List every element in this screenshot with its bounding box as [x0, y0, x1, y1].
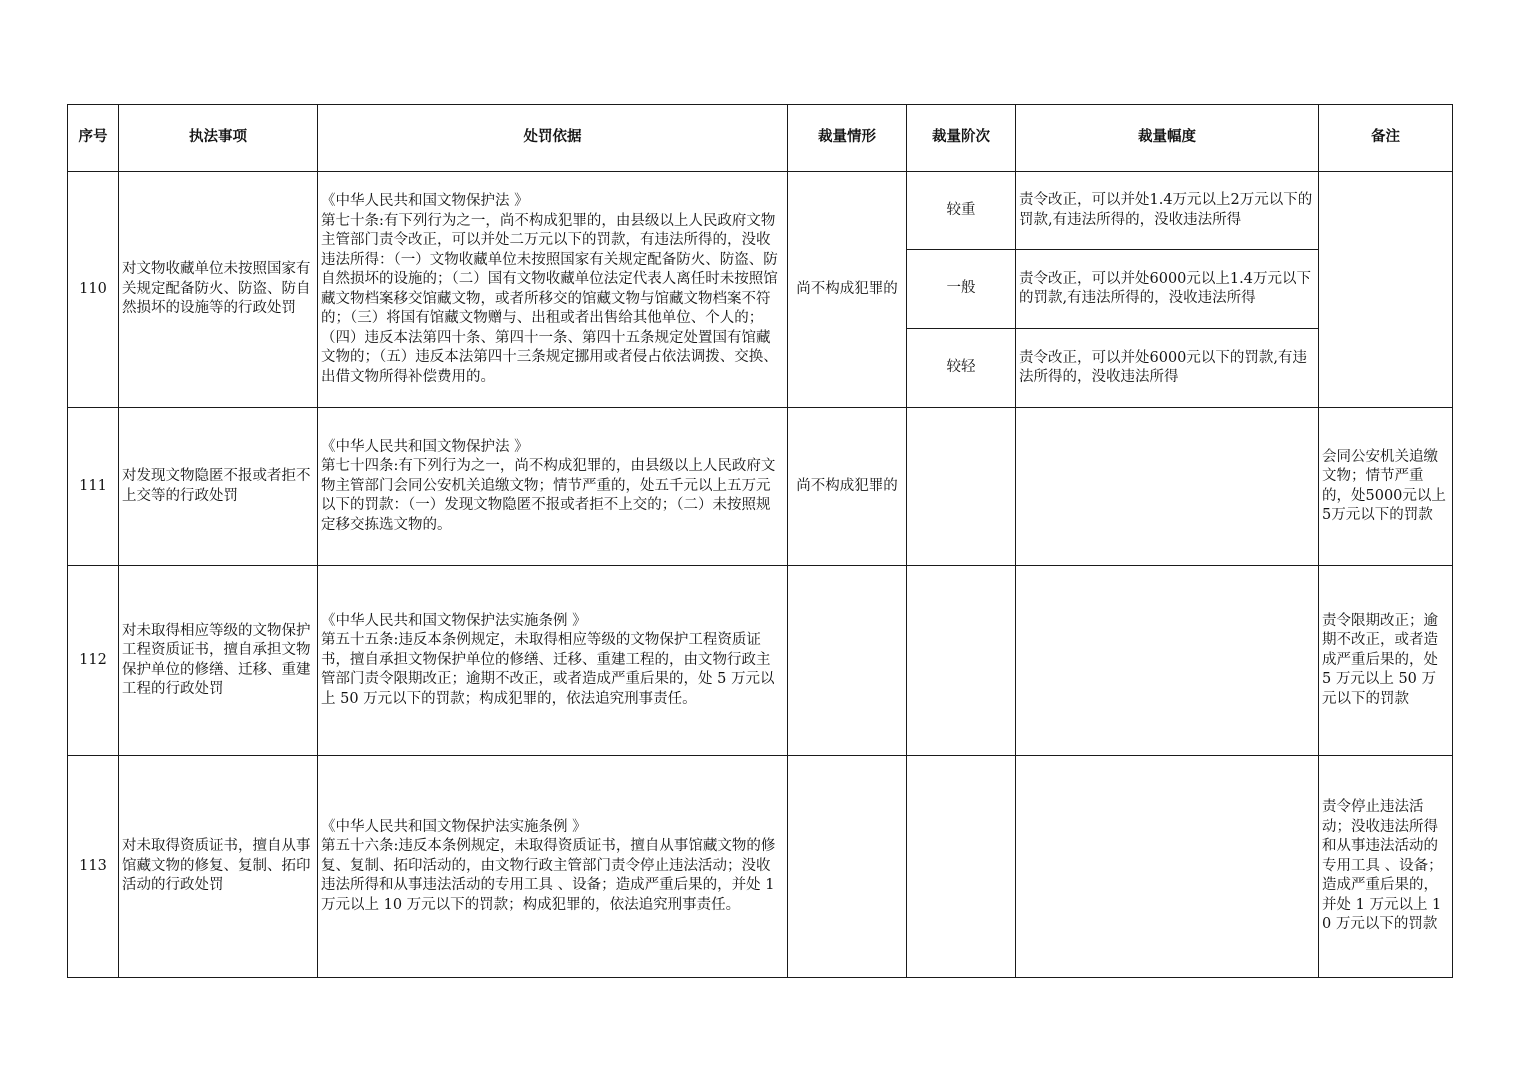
cell-range: 责令改正，可以并处6000元以下的罚款,有违法所得的，没收违法所得 — [1016, 329, 1319, 408]
cell-level — [907, 566, 1016, 756]
cell-range — [1016, 756, 1319, 978]
cell-remark: 责令停止违法活动；没收违法所得和从事违法活动的专用工具 、设备；造成严重后果的，并处 1 万元以上 10 万元以下的罚款 — [1319, 756, 1453, 978]
header-level: 裁量阶次 — [907, 105, 1016, 172]
cell-basis — [318, 566, 788, 756]
basis-text: 第七十四条:有下列行为之一，尚不构成犯罪的，由县级以上人民政府文物主管部门会同公安机关追缴文物；情节严重的，处五千元以上五万元以下的罚款：（一）发现文物隐匿不报或者拒不上交的；（二）未按照规定移交拣选文物的。 — [321, 458, 776, 533]
basis-title: 《中华人民共和国文物保护法 》 — [321, 193, 529, 209]
cell-range — [1016, 566, 1319, 756]
cell-situation: 尚不构成犯罪的 — [788, 408, 907, 566]
basis-text: 第五十五条:违反本条例规定，未取得相应等级的文物保护工程资质证书，擅自承担文物保护单位的修缮、迁移、重建工程的，由文物行政主管部门责令限期改正；逾期不改正，或者造成严重后果的，处 5 万元以上 50 万元以下的罚款；构成犯罪的，依法追究刑事责任。 — [321, 632, 775, 707]
cell-seq: 113 — [68, 756, 119, 978]
header-basis: 处罚依据 — [318, 105, 788, 172]
cell-basis — [318, 172, 788, 408]
cell-item: 对未取得相应等级的文物保护工程资质证书，擅自承担文物保护单位的修缮、迁移、重建工程的行政处罚 — [119, 566, 318, 756]
cell-situation: 尚不构成犯罪的 — [788, 172, 907, 408]
cell-seq: 112 — [68, 566, 119, 756]
cell-situation — [788, 566, 907, 756]
cell-situation — [788, 756, 907, 978]
cell-basis — [318, 756, 788, 978]
basis-title: 《中华人民共和国文物保护法实施条例 》 — [321, 818, 587, 835]
cell-level: 一般 — [907, 250, 1016, 329]
cell-item: 对文物收藏单位未按照国家有关规定配备防火、防盗、防自然损坏的设施等的行政处罚 — [119, 172, 318, 408]
cell-range: 责令改正，可以并处6000元以上1.4万元以下的罚款,有违法所得的，没收违法所得 — [1016, 250, 1319, 329]
table-row — [68, 566, 1453, 756]
header-situation: 裁量情形 — [788, 105, 907, 172]
basis-text: 第七十条:有下列行为之一，尚不构成犯罪的，由县级以上人民政府文物主管部门责令改正，可以并处二万元以下的罚款，有违法所得的，没收违法所得：（一）文物收藏单位未按照国家有关规定配备防火、防盗、防自然损坏的设施的；（二）国有文物收藏单位法定代表人离任时未按照馆藏文物档案移交馆藏文物，或者所移交的馆藏文物与馆藏文物档案不符的；（三）将国有馆藏文物赠与、出租或者出售给其他单位、个人的；（四）违反本法第四十条、第四十一条、第四十五条规定处置国有馆藏文物的；（五）违反本法第四十三条规定挪用或者侵占依法调拨、交换、出借文物所得补偿费用的。 — [321, 212, 778, 385]
cell-range: 责令改正，可以并处1.4万元以上2万元以下的罚款,有违法所得的，没收违法所得 — [1016, 172, 1319, 250]
cell-remark — [1319, 172, 1453, 408]
cell-basis — [318, 408, 788, 566]
cell-remark: 会同公安机关追缴文物；情节严重的，处5000元以上5万元以下的罚款 — [1319, 408, 1453, 566]
cell-level: 较轻 — [907, 329, 1016, 408]
header-range: 裁量幅度 — [1016, 105, 1319, 172]
cell-level — [907, 408, 1016, 566]
cell-seq: 110 — [68, 172, 119, 408]
penalty-discretion-table — [67, 104, 1453, 978]
header-item: 执法事项 — [119, 105, 318, 172]
cell-item: 对未取得资质证书，擅自从事馆藏文物的修复、复制、拓印活动的行政处罚 — [119, 756, 318, 978]
header-seq: 序号 — [68, 105, 119, 172]
header-row — [68, 105, 1453, 172]
cell-range — [1016, 408, 1319, 566]
cell-level: 较重 — [907, 172, 1016, 250]
header-remark: 备注 — [1319, 105, 1453, 172]
cell-item: 对发现文物隐匿不报或者拒不上交等的行政处罚 — [119, 408, 318, 566]
cell-level — [907, 756, 1016, 978]
basis-text: 第五十六条:违反本条例规定，未取得资质证书，擅自从事馆藏文物的修复、复制、拓印活动的，由文物行政主管部门责令停止违法活动；没收违法所得和从事违法活动的专用工具 、设备；造成严重后果的，并处 1 万元以上 10 万元以下的罚款；构成犯罪的，依法追究刑事责任。 — [321, 838, 776, 913]
cell-seq: 111 — [68, 408, 119, 566]
basis-title: 《中华人民共和国文物保护法实施条例 》 — [321, 612, 587, 629]
basis-title: 《中华人民共和国文物保护法 》 — [321, 438, 529, 455]
cell-remark: 责令限期改正；逾期不改正，或者造成严重后果的，处 5 万元以上 50 万元以下的罚款 — [1319, 566, 1453, 756]
table-row — [68, 756, 1453, 978]
table-row — [68, 172, 1453, 250]
table-row — [68, 408, 1453, 566]
